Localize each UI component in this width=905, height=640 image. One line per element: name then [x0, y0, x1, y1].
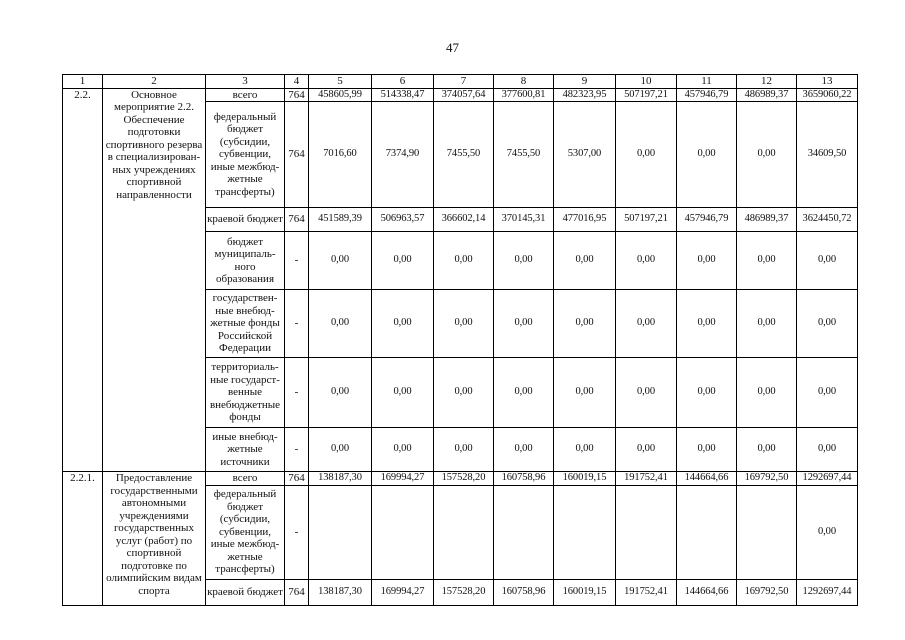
funding-source: всего [206, 472, 285, 486]
grbs-code: 764 [285, 472, 309, 486]
amount-cell: 0,00 [737, 428, 797, 472]
amount-cell: 1292697,44 [797, 579, 858, 605]
amount-cell: 486989,37 [737, 88, 797, 102]
amount-cell: 0,00 [372, 290, 434, 358]
amount-cell: 0,00 [372, 232, 434, 290]
column-number: 9 [554, 75, 616, 89]
column-number: 8 [494, 75, 554, 89]
amount-cell: 3659060,22 [797, 88, 858, 102]
amount-cell: 0,00 [309, 428, 372, 472]
amount-cell: 0,00 [554, 290, 616, 358]
amount-cell: 457946,79 [677, 208, 737, 232]
amount-cell: 366602,14 [434, 208, 494, 232]
amount-cell: 0,00 [372, 358, 434, 428]
funding-source: федеральный бюджет (субсидии, субвенции, иные межбюд-жетные трансферты) [206, 485, 285, 579]
amount-cell: 0,00 [677, 232, 737, 290]
item-code: 2.2.1. [63, 472, 103, 606]
amount-cell: 0,00 [797, 485, 858, 579]
amount-cell: 0,00 [434, 428, 494, 472]
amount-cell: 169792,50 [737, 579, 797, 605]
amount-cell: 458605,99 [309, 88, 372, 102]
amount-cell: 0,00 [554, 428, 616, 472]
amount-cell: 144664,66 [677, 579, 737, 605]
amount-cell [309, 485, 372, 579]
amount-cell: 0,00 [737, 232, 797, 290]
amount-cell: 144664,66 [677, 472, 737, 486]
amount-cell: 0,00 [309, 290, 372, 358]
amount-cell: 0,00 [309, 358, 372, 428]
amount-cell: 169792,50 [737, 472, 797, 486]
amount-cell: 377600,81 [494, 88, 554, 102]
amount-cell: 0,00 [372, 428, 434, 472]
amount-cell: 0,00 [677, 102, 737, 208]
amount-cell: 191752,41 [616, 472, 677, 486]
item-title: Основное мероприятие 2.2. Обеспечение подготовки спортивного резерва в специализирован-ных учреждениях спортивной направленности [103, 88, 206, 472]
amount-cell: 0,00 [494, 358, 554, 428]
amount-cell: 0,00 [434, 232, 494, 290]
table-row [63, 88, 858, 102]
grbs-code: - [285, 290, 309, 358]
amount-cell: 7016,60 [309, 102, 372, 208]
amount-cell: 138187,30 [309, 579, 372, 605]
amount-cell [737, 485, 797, 579]
header-row [63, 75, 858, 89]
column-number: 4 [285, 75, 309, 89]
amount-cell: 0,00 [737, 358, 797, 428]
funding-source: всего [206, 88, 285, 102]
amount-cell: 160019,15 [554, 579, 616, 605]
amount-cell: 7374,90 [372, 102, 434, 208]
amount-cell: 7455,50 [434, 102, 494, 208]
amount-cell: 506963,57 [372, 208, 434, 232]
amount-cell: 0,00 [554, 358, 616, 428]
amount-cell: 451589,39 [309, 208, 372, 232]
amount-cell [434, 485, 494, 579]
column-number: 6 [372, 75, 434, 89]
amount-cell: 457946,79 [677, 88, 737, 102]
table-row [63, 472, 858, 486]
amount-cell: 374057,64 [434, 88, 494, 102]
amount-cell: 169994,27 [372, 579, 434, 605]
funding-source: иные внебюд-жетные источники [206, 428, 285, 472]
amount-cell: 0,00 [616, 428, 677, 472]
amount-cell: 0,00 [494, 232, 554, 290]
amount-cell: 0,00 [616, 232, 677, 290]
grbs-code: - [285, 485, 309, 579]
amount-cell: 482323,95 [554, 88, 616, 102]
funding-source: бюджет муниципаль-ного образования [206, 232, 285, 290]
amount-cell: 7455,50 [494, 102, 554, 208]
amount-cell: 0,00 [677, 290, 737, 358]
grbs-code: - [285, 428, 309, 472]
amount-cell: 160758,96 [494, 579, 554, 605]
amount-cell: 169994,27 [372, 472, 434, 486]
amount-cell: 0,00 [494, 290, 554, 358]
item-code: 2.2. [63, 88, 103, 472]
column-number: 12 [737, 75, 797, 89]
column-number: 2 [103, 75, 206, 89]
amount-cell: 3624450,72 [797, 208, 858, 232]
amount-cell: 477016,95 [554, 208, 616, 232]
funding-source: государствен-ные внебюд-жетные фонды Российской Федерации [206, 290, 285, 358]
amount-cell: 191752,41 [616, 579, 677, 605]
amount-cell: 0,00 [434, 290, 494, 358]
funding-source: краевой бюджет [206, 579, 285, 605]
amount-cell: 486989,37 [737, 208, 797, 232]
grbs-code: 764 [285, 579, 309, 605]
grbs-code: - [285, 232, 309, 290]
column-number: 7 [434, 75, 494, 89]
amount-cell: 0,00 [494, 428, 554, 472]
page-number: 47 [446, 40, 459, 55]
amount-cell: 0,00 [737, 290, 797, 358]
amount-cell: 0,00 [797, 428, 858, 472]
amount-cell: 0,00 [677, 428, 737, 472]
grbs-code: 764 [285, 208, 309, 232]
amount-cell: 507197,21 [616, 88, 677, 102]
amount-cell: 0,00 [797, 358, 858, 428]
grbs-code: - [285, 358, 309, 428]
grbs-code: 764 [285, 88, 309, 102]
amount-cell: 0,00 [797, 232, 858, 290]
amount-cell: 1292697,44 [797, 472, 858, 486]
amount-cell: 0,00 [309, 232, 372, 290]
amount-cell: 34609,50 [797, 102, 858, 208]
amount-cell: 0,00 [737, 102, 797, 208]
amount-cell: 157528,20 [434, 472, 494, 486]
funding-source: краевой бюджет [206, 208, 285, 232]
item-title: Предоставление государственными автономными учреждениями государственных услуг (работ) по спортивной подготовке по олимпийским видам спорта [103, 472, 206, 606]
column-number: 5 [309, 75, 372, 89]
column-number: 3 [206, 75, 285, 89]
grbs-code: 764 [285, 102, 309, 208]
amount-cell [372, 485, 434, 579]
funding-source: федеральный бюджет (субсидии, субвенции, иные межбюд-жетные трансферты) [206, 102, 285, 208]
column-number: 1 [63, 75, 103, 89]
amount-cell: 0,00 [797, 290, 858, 358]
amount-cell: 0,00 [616, 358, 677, 428]
amount-cell: 514338,47 [372, 88, 434, 102]
amount-cell [616, 485, 677, 579]
budget-table [62, 74, 858, 606]
amount-cell: 0,00 [616, 102, 677, 208]
funding-source: территориаль-ные государст-венные внебюджетные фонды [206, 358, 285, 428]
amount-cell: 0,00 [677, 358, 737, 428]
amount-cell [494, 485, 554, 579]
amount-cell: 0,00 [554, 232, 616, 290]
amount-cell: 370145,31 [494, 208, 554, 232]
amount-cell: 507197,21 [616, 208, 677, 232]
column-number: 10 [616, 75, 677, 89]
amount-cell: 0,00 [434, 358, 494, 428]
amount-cell: 160758,96 [494, 472, 554, 486]
amount-cell [554, 485, 616, 579]
amount-cell: 160019,15 [554, 472, 616, 486]
amount-cell [677, 485, 737, 579]
amount-cell: 157528,20 [434, 579, 494, 605]
amount-cell: 138187,30 [309, 472, 372, 486]
column-number: 13 [797, 75, 858, 89]
table-body [63, 75, 858, 606]
amount-cell: 5307,00 [554, 102, 616, 208]
column-number: 11 [677, 75, 737, 89]
amount-cell: 0,00 [616, 290, 677, 358]
